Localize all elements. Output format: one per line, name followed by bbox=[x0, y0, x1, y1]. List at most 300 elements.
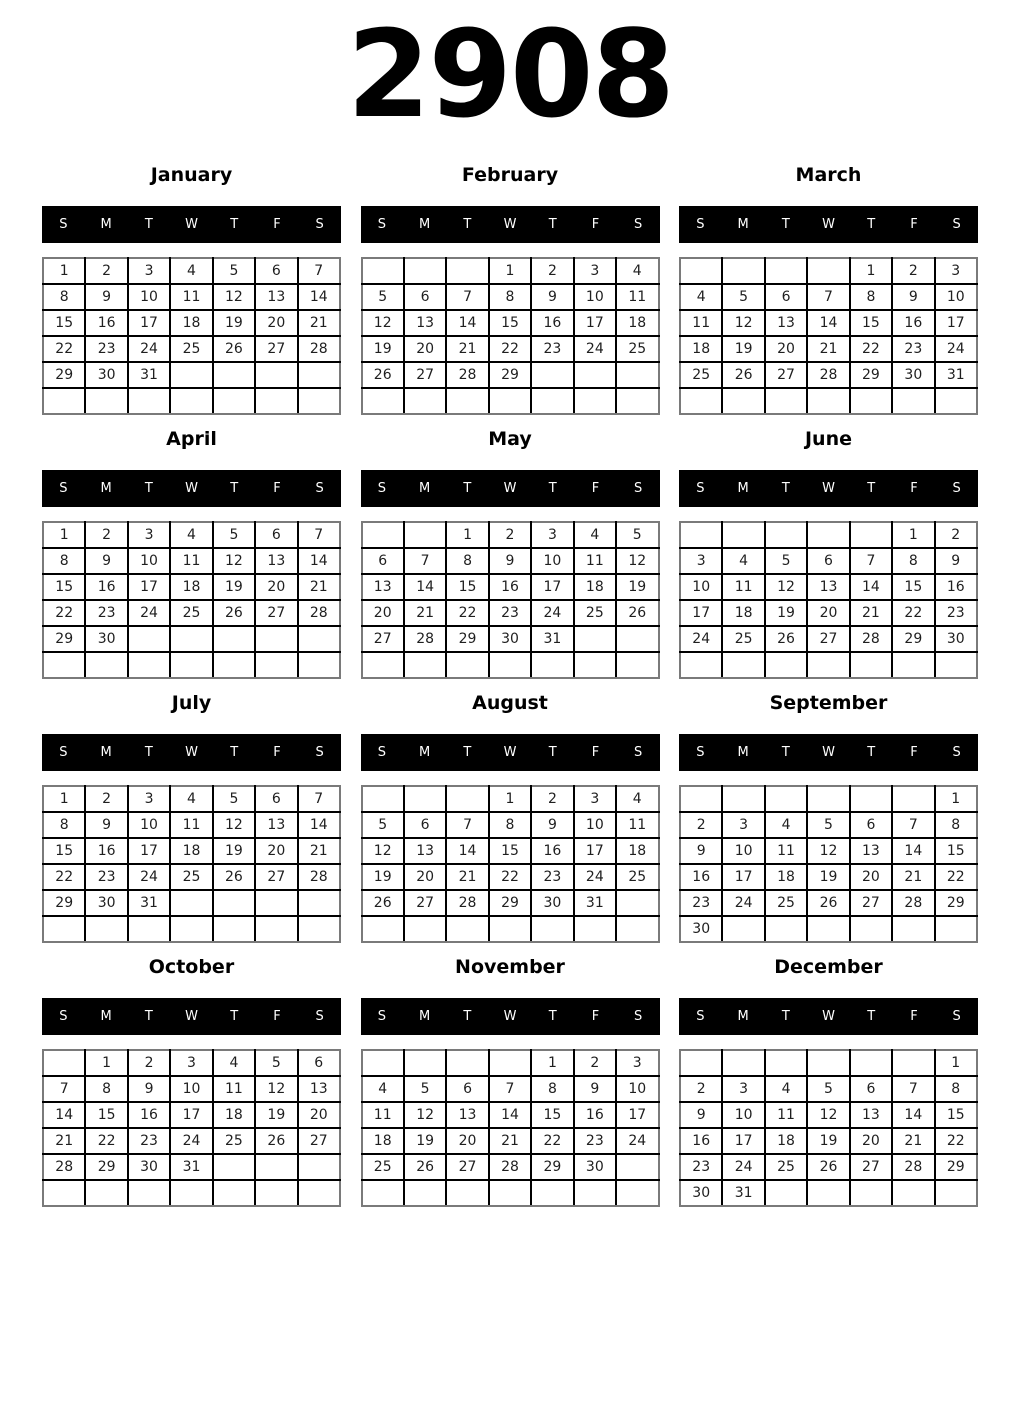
date-cell: 15 bbox=[935, 838, 977, 864]
date-cell: 12 bbox=[255, 1076, 297, 1102]
month-title: March bbox=[795, 164, 862, 186]
date-cell: 14 bbox=[807, 310, 849, 336]
date-row bbox=[43, 838, 340, 864]
date-cell: 29 bbox=[935, 890, 977, 916]
empty-cell bbox=[616, 890, 658, 916]
empty-cell bbox=[531, 1180, 573, 1206]
weekday-label: F bbox=[591, 481, 600, 496]
date-cell: 27 bbox=[404, 362, 446, 388]
date-row bbox=[43, 1154, 340, 1180]
date-cell: 29 bbox=[531, 1154, 573, 1180]
date-row bbox=[362, 890, 659, 916]
empty-cell bbox=[128, 916, 170, 942]
date-cell: 7 bbox=[892, 812, 934, 838]
date-cell: 6 bbox=[255, 522, 297, 548]
date-cell: 23 bbox=[531, 336, 573, 362]
date-cell: 12 bbox=[807, 838, 849, 864]
empty-cell bbox=[446, 1180, 488, 1206]
date-cell: 4 bbox=[765, 1076, 807, 1102]
empty-cell bbox=[680, 388, 722, 414]
date-cell: 18 bbox=[680, 336, 722, 362]
empty-cell bbox=[722, 388, 764, 414]
date-cell: 16 bbox=[892, 310, 934, 336]
date-cell: 11 bbox=[765, 838, 807, 864]
date-cell: 23 bbox=[489, 600, 531, 626]
month-date-table bbox=[361, 785, 660, 943]
date-cell: 19 bbox=[807, 864, 849, 890]
empty-cell bbox=[722, 1050, 764, 1076]
date-cell: 15 bbox=[43, 838, 85, 864]
date-row bbox=[680, 1128, 977, 1154]
empty-cell bbox=[850, 786, 892, 812]
date-cell: 25 bbox=[170, 336, 212, 362]
date-cell: 30 bbox=[574, 1154, 616, 1180]
date-cell: 4 bbox=[170, 258, 212, 284]
date-cell: 28 bbox=[404, 626, 446, 652]
weekday-label: F bbox=[591, 745, 600, 760]
weekday-label: F bbox=[273, 481, 281, 496]
weekday-label: W bbox=[822, 1009, 835, 1024]
date-cell: 14 bbox=[446, 310, 488, 336]
weekday-label: T bbox=[781, 1009, 790, 1024]
empty-cell bbox=[85, 916, 127, 942]
weekday-header-bar bbox=[361, 470, 660, 507]
date-row bbox=[680, 548, 977, 574]
date-cell: 11 bbox=[362, 1102, 404, 1128]
date-cell: 27 bbox=[446, 1154, 488, 1180]
date-cell: 5 bbox=[616, 522, 658, 548]
date-cell: 18 bbox=[722, 600, 764, 626]
date-cell: 18 bbox=[362, 1128, 404, 1154]
weekday-label: T bbox=[230, 217, 239, 232]
date-cell: 22 bbox=[850, 336, 892, 362]
date-cell: 15 bbox=[489, 838, 531, 864]
date-cell: 30 bbox=[85, 626, 127, 652]
date-cell: 26 bbox=[255, 1128, 297, 1154]
date-cell: 22 bbox=[43, 336, 85, 362]
weekday-label: M bbox=[418, 745, 431, 760]
empty-cell bbox=[616, 1154, 658, 1180]
weekday-label: T bbox=[781, 217, 790, 232]
weekday-label: W bbox=[822, 745, 835, 760]
date-cell: 30 bbox=[128, 1154, 170, 1180]
empty-cell bbox=[362, 652, 404, 678]
date-cell: 14 bbox=[404, 574, 446, 600]
weekday-header-bar bbox=[42, 998, 341, 1035]
date-cell: 16 bbox=[85, 310, 127, 336]
date-cell: 6 bbox=[255, 258, 297, 284]
weekday-label: T bbox=[867, 745, 876, 760]
date-cell: 12 bbox=[213, 812, 255, 838]
date-cell: 7 bbox=[446, 284, 488, 310]
empty-cell bbox=[574, 916, 616, 942]
date-cell: 4 bbox=[574, 522, 616, 548]
date-cell: 4 bbox=[616, 786, 658, 812]
empty-cell bbox=[298, 890, 340, 916]
empty-cell bbox=[128, 626, 170, 652]
date-cell: 26 bbox=[404, 1154, 446, 1180]
empty-cell bbox=[616, 626, 658, 652]
weekday-header-bar bbox=[679, 206, 978, 243]
date-cell: 1 bbox=[489, 786, 531, 812]
date-row bbox=[43, 652, 340, 678]
month-date-table bbox=[679, 257, 978, 415]
empty-cell bbox=[446, 1050, 488, 1076]
empty-cell bbox=[722, 916, 764, 942]
date-row bbox=[680, 284, 977, 310]
empty-cell bbox=[298, 362, 340, 388]
date-cell: 9 bbox=[680, 1102, 722, 1128]
weekday-label: M bbox=[100, 481, 112, 496]
date-row bbox=[680, 1154, 977, 1180]
date-cell: 16 bbox=[128, 1102, 170, 1128]
date-cell: 20 bbox=[404, 864, 446, 890]
date-cell: 22 bbox=[43, 864, 85, 890]
empty-cell bbox=[446, 786, 488, 812]
empty-cell bbox=[213, 1180, 255, 1206]
date-cell: 25 bbox=[170, 864, 212, 890]
date-cell: 18 bbox=[213, 1102, 255, 1128]
date-cell: 26 bbox=[807, 1154, 849, 1180]
date-cell: 23 bbox=[85, 864, 127, 890]
date-row bbox=[362, 362, 659, 388]
empty-cell bbox=[255, 1180, 297, 1206]
date-cell: 29 bbox=[850, 362, 892, 388]
weekday-label: S bbox=[315, 1009, 324, 1024]
date-cell: 30 bbox=[680, 916, 722, 942]
date-cell: 25 bbox=[170, 600, 212, 626]
date-row bbox=[680, 1102, 977, 1128]
empty-cell bbox=[531, 652, 573, 678]
weekday-label: S bbox=[315, 481, 324, 496]
date-cell: 4 bbox=[722, 548, 764, 574]
empty-cell bbox=[807, 652, 849, 678]
date-cell: 30 bbox=[489, 626, 531, 652]
month-block bbox=[679, 162, 978, 415]
month-block bbox=[361, 954, 660, 1207]
date-cell: 19 bbox=[765, 600, 807, 626]
date-cell: 21 bbox=[850, 600, 892, 626]
date-cell: 2 bbox=[680, 812, 722, 838]
date-cell: 19 bbox=[362, 336, 404, 362]
date-cell: 7 bbox=[298, 258, 340, 284]
month-date-table bbox=[679, 1049, 978, 1207]
date-row bbox=[680, 786, 977, 812]
weekday-label: S bbox=[952, 481, 961, 496]
date-cell: 7 bbox=[850, 548, 892, 574]
date-cell: 8 bbox=[489, 284, 531, 310]
weekday-header-bar bbox=[679, 998, 978, 1035]
date-cell: 13 bbox=[765, 310, 807, 336]
date-cell: 11 bbox=[765, 1102, 807, 1128]
date-cell: 14 bbox=[489, 1102, 531, 1128]
date-cell: 10 bbox=[128, 812, 170, 838]
date-cell: 7 bbox=[489, 1076, 531, 1102]
date-cell: 4 bbox=[616, 258, 658, 284]
date-cell: 26 bbox=[616, 600, 658, 626]
weekday-header-bar bbox=[679, 470, 978, 507]
empty-cell bbox=[531, 362, 573, 388]
date-cell: 9 bbox=[574, 1076, 616, 1102]
date-cell: 3 bbox=[128, 522, 170, 548]
calendar-grid bbox=[0, 162, 1020, 1207]
weekday-label: T bbox=[463, 1009, 472, 1024]
date-cell: 25 bbox=[616, 864, 658, 890]
weekday-header-bar bbox=[361, 734, 660, 771]
weekday-label: S bbox=[59, 745, 68, 760]
date-cell: 22 bbox=[935, 1128, 977, 1154]
date-cell: 17 bbox=[128, 838, 170, 864]
empty-cell bbox=[807, 258, 849, 284]
date-row bbox=[362, 626, 659, 652]
weekday-label: M bbox=[418, 1009, 431, 1024]
weekday-label: T bbox=[463, 745, 472, 760]
month-block bbox=[679, 426, 978, 679]
date-cell: 11 bbox=[170, 812, 212, 838]
empty-cell bbox=[892, 916, 934, 942]
date-row bbox=[43, 890, 340, 916]
empty-cell bbox=[255, 1154, 297, 1180]
weekday-label: S bbox=[952, 217, 961, 232]
weekday-label: S bbox=[952, 745, 961, 760]
date-row bbox=[680, 600, 977, 626]
date-cell: 10 bbox=[616, 1076, 658, 1102]
empty-cell bbox=[935, 652, 977, 678]
month-title: February bbox=[461, 164, 559, 186]
date-cell: 24 bbox=[616, 1128, 658, 1154]
weekday-label: M bbox=[737, 481, 749, 496]
month-date-table bbox=[679, 785, 978, 943]
date-cell: 2 bbox=[128, 1050, 170, 1076]
date-cell: 15 bbox=[489, 310, 531, 336]
date-cell: 18 bbox=[616, 838, 658, 864]
date-cell: 29 bbox=[43, 362, 85, 388]
date-cell: 24 bbox=[680, 626, 722, 652]
empty-cell bbox=[43, 916, 85, 942]
empty-cell bbox=[807, 786, 849, 812]
date-row bbox=[43, 626, 340, 652]
date-cell: 4 bbox=[213, 1050, 255, 1076]
month-title: November bbox=[455, 956, 565, 978]
date-cell: 20 bbox=[765, 336, 807, 362]
empty-cell bbox=[574, 652, 616, 678]
date-row bbox=[43, 310, 340, 336]
date-row bbox=[680, 812, 977, 838]
date-cell: 11 bbox=[680, 310, 722, 336]
date-cell: 9 bbox=[85, 284, 127, 310]
empty-cell bbox=[935, 1180, 977, 1206]
weekday-label: M bbox=[737, 217, 749, 232]
date-cell: 15 bbox=[935, 1102, 977, 1128]
weekday-label: S bbox=[696, 481, 705, 496]
date-cell: 24 bbox=[935, 336, 977, 362]
date-cell: 12 bbox=[362, 838, 404, 864]
date-cell: 17 bbox=[128, 574, 170, 600]
date-row bbox=[43, 1180, 340, 1206]
empty-cell bbox=[362, 522, 404, 548]
empty-cell bbox=[298, 388, 340, 414]
date-cell: 18 bbox=[765, 864, 807, 890]
date-cell: 2 bbox=[935, 522, 977, 548]
date-cell: 6 bbox=[807, 548, 849, 574]
date-cell: 25 bbox=[722, 626, 764, 652]
empty-cell bbox=[892, 786, 934, 812]
weekday-label: W bbox=[503, 481, 517, 496]
date-cell: 16 bbox=[680, 1128, 722, 1154]
date-cell: 25 bbox=[362, 1154, 404, 1180]
date-cell: 9 bbox=[935, 548, 977, 574]
weekday-label: S bbox=[696, 745, 705, 760]
date-cell: 14 bbox=[298, 284, 340, 310]
date-row bbox=[43, 1128, 340, 1154]
date-cell: 3 bbox=[722, 1076, 764, 1102]
weekday-label: T bbox=[144, 481, 153, 496]
month-title: August bbox=[472, 692, 548, 714]
date-cell: 3 bbox=[616, 1050, 658, 1076]
empty-cell bbox=[765, 1050, 807, 1076]
date-cell: 18 bbox=[170, 310, 212, 336]
date-cell: 11 bbox=[616, 284, 658, 310]
empty-cell bbox=[404, 1050, 446, 1076]
date-cell: 10 bbox=[935, 284, 977, 310]
date-cell: 24 bbox=[574, 336, 616, 362]
date-cell: 29 bbox=[489, 362, 531, 388]
date-row bbox=[362, 1076, 659, 1102]
month-block bbox=[42, 426, 341, 679]
date-row bbox=[362, 258, 659, 284]
date-cell: 19 bbox=[255, 1102, 297, 1128]
date-cell: 1 bbox=[892, 522, 934, 548]
empty-cell bbox=[362, 786, 404, 812]
empty-cell bbox=[807, 916, 849, 942]
weekday-label: T bbox=[548, 1009, 557, 1024]
date-cell: 5 bbox=[807, 812, 849, 838]
date-cell: 24 bbox=[531, 600, 573, 626]
weekday-label: W bbox=[822, 217, 835, 232]
date-cell: 5 bbox=[404, 1076, 446, 1102]
date-cell: 23 bbox=[531, 864, 573, 890]
date-cell: 21 bbox=[446, 864, 488, 890]
date-cell: 30 bbox=[935, 626, 977, 652]
empty-cell bbox=[362, 1050, 404, 1076]
date-cell: 18 bbox=[170, 838, 212, 864]
date-cell: 10 bbox=[531, 548, 573, 574]
date-cell: 31 bbox=[170, 1154, 212, 1180]
date-cell: 2 bbox=[574, 1050, 616, 1076]
weekday-header-bar bbox=[42, 470, 341, 507]
empty-cell bbox=[255, 890, 297, 916]
month-block bbox=[361, 162, 660, 415]
date-cell: 2 bbox=[85, 522, 127, 548]
date-cell: 13 bbox=[404, 310, 446, 336]
date-cell: 3 bbox=[574, 258, 616, 284]
date-cell: 7 bbox=[298, 522, 340, 548]
date-cell: 26 bbox=[213, 336, 255, 362]
month-title: September bbox=[769, 692, 888, 714]
date-cell: 25 bbox=[765, 890, 807, 916]
date-cell: 27 bbox=[362, 626, 404, 652]
empty-cell bbox=[616, 916, 658, 942]
date-cell: 22 bbox=[935, 864, 977, 890]
date-cell: 20 bbox=[850, 864, 892, 890]
date-row bbox=[362, 284, 659, 310]
date-cell: 21 bbox=[298, 310, 340, 336]
date-row bbox=[680, 258, 977, 284]
date-cell: 10 bbox=[170, 1076, 212, 1102]
date-cell: 27 bbox=[298, 1128, 340, 1154]
date-cell: 20 bbox=[850, 1128, 892, 1154]
date-cell: 31 bbox=[531, 626, 573, 652]
date-cell: 27 bbox=[404, 890, 446, 916]
weekday-label: S bbox=[377, 481, 386, 496]
date-cell: 22 bbox=[446, 600, 488, 626]
date-cell: 14 bbox=[892, 838, 934, 864]
date-cell: 23 bbox=[935, 600, 977, 626]
empty-cell bbox=[574, 388, 616, 414]
date-cell: 22 bbox=[85, 1128, 127, 1154]
empty-cell bbox=[807, 388, 849, 414]
empty-cell bbox=[807, 1180, 849, 1206]
date-cell: 11 bbox=[574, 548, 616, 574]
month-title: October bbox=[148, 956, 235, 978]
date-row bbox=[362, 1128, 659, 1154]
empty-cell bbox=[765, 1180, 807, 1206]
date-cell: 12 bbox=[362, 310, 404, 336]
weekday-label: T bbox=[781, 745, 790, 760]
date-cell: 27 bbox=[850, 1154, 892, 1180]
weekday-label: F bbox=[273, 1009, 281, 1024]
date-cell: 8 bbox=[43, 812, 85, 838]
date-cell: 22 bbox=[489, 864, 531, 890]
date-cell: 28 bbox=[298, 864, 340, 890]
date-cell: 15 bbox=[43, 310, 85, 336]
date-cell: 18 bbox=[170, 574, 212, 600]
date-cell: 17 bbox=[170, 1102, 212, 1128]
empty-cell bbox=[892, 1050, 934, 1076]
weekday-label: W bbox=[503, 745, 517, 760]
date-cell: 6 bbox=[298, 1050, 340, 1076]
date-cell: 16 bbox=[531, 310, 573, 336]
empty-cell bbox=[362, 1180, 404, 1206]
empty-cell bbox=[170, 890, 212, 916]
weekday-label: T bbox=[230, 745, 239, 760]
weekday-label: W bbox=[822, 481, 835, 496]
date-cell: 17 bbox=[128, 310, 170, 336]
date-cell: 14 bbox=[43, 1102, 85, 1128]
date-cell: 3 bbox=[170, 1050, 212, 1076]
date-cell: 14 bbox=[446, 838, 488, 864]
date-cell: 24 bbox=[170, 1128, 212, 1154]
date-cell: 15 bbox=[446, 574, 488, 600]
empty-cell bbox=[616, 362, 658, 388]
empty-cell bbox=[170, 388, 212, 414]
date-cell: 9 bbox=[489, 548, 531, 574]
date-cell: 1 bbox=[446, 522, 488, 548]
date-cell: 1 bbox=[43, 522, 85, 548]
date-cell: 14 bbox=[298, 548, 340, 574]
empty-cell bbox=[213, 362, 255, 388]
date-cell: 16 bbox=[680, 864, 722, 890]
month-title: April bbox=[166, 428, 217, 450]
date-cell: 2 bbox=[85, 258, 127, 284]
date-cell: 6 bbox=[404, 284, 446, 310]
date-cell: 31 bbox=[128, 362, 170, 388]
date-cell: 5 bbox=[362, 284, 404, 310]
empty-cell bbox=[404, 258, 446, 284]
date-cell: 20 bbox=[298, 1102, 340, 1128]
date-cell: 4 bbox=[170, 786, 212, 812]
empty-cell bbox=[128, 652, 170, 678]
